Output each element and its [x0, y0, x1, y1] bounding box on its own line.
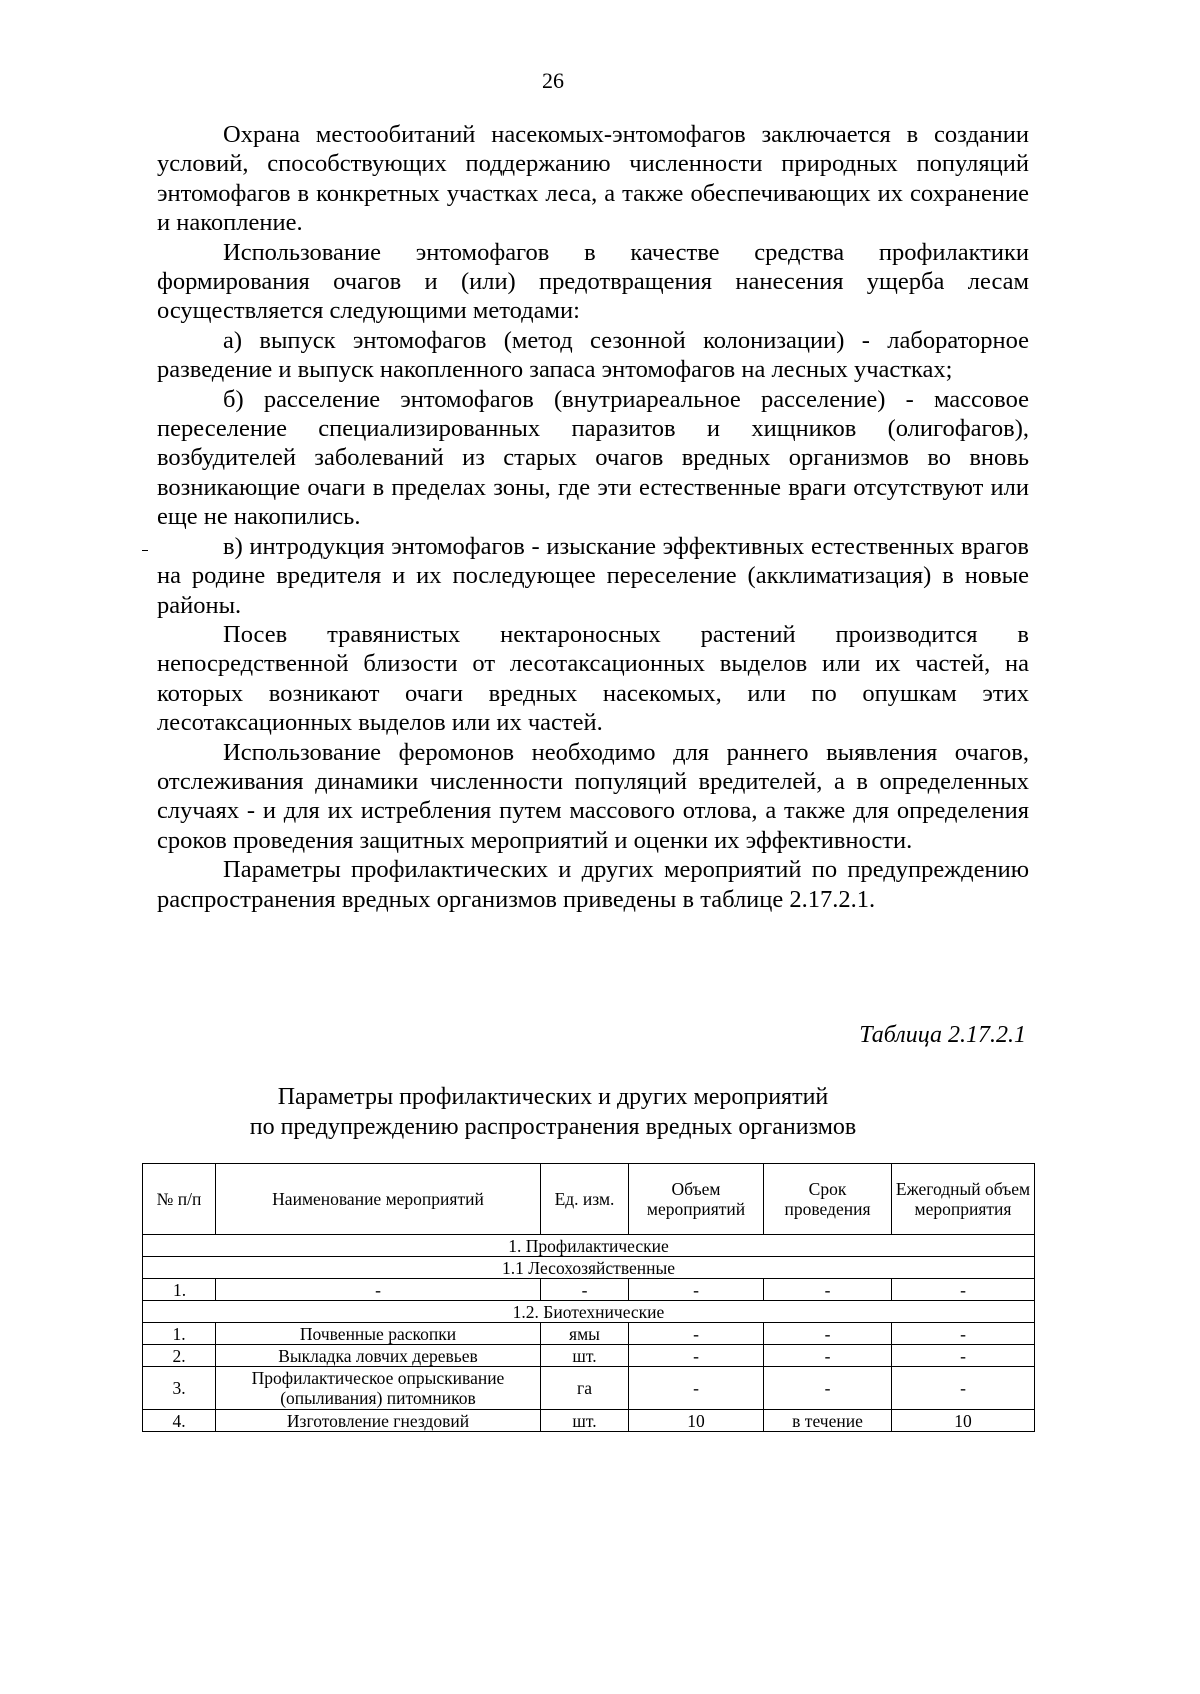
cell-num: 1. [143, 1323, 216, 1345]
paragraph-habitat-protection: Охрана местообитаний насекомых-энтомофагов заключается в создании условий, способствующих поддержанию численности природных популяций энтомофагов в конкретных участках леса, а также обеспечивающих их сохранение и накопление. [157, 121, 1029, 237]
margin-dash-mark [142, 550, 148, 551]
section-row-forestry [143, 1257, 1035, 1279]
paragraph-entomophage-use: Использование энтомофагов в качестве средства профилактики формирования очагов и (или) предотвращения нанесения ущерба лесам осуществляется следующими методами: [157, 238, 1029, 325]
cell-term: в течение [764, 1410, 892, 1432]
cell-volume: - [629, 1367, 764, 1410]
paragraph-nectar-plants: Посев травянистых нектароносных растений производится в непосредственной близости от лесотаксационных выделов или их частей, на которых возникают очаги вредных насекомых, или по опушкам этих лесотаксационных выделов или их частей. [157, 620, 1029, 737]
section-preventive: 1. Профилактические [143, 1235, 1035, 1257]
table-title-line-1: Параметры профилактических и других мероприятий [277, 1084, 829, 1110]
page-number: 26 [542, 68, 564, 93]
cell-num: 2. [143, 1345, 216, 1367]
cell-annual: - [892, 1323, 1035, 1345]
header-term: Срок проведения [764, 1164, 892, 1235]
section-row-preventive [143, 1235, 1035, 1257]
paragraph-method-b: б) расселение энтомофагов (внутриареальное расселение) - массовое переселение специализированных паразитов и хищников (олигофагов), возбудителей заболеваний из старых очагов вредных организмов во вновь возникающие очаги в пределах зоны, где эти естественные враги отсутствуют или еще не накопились. [157, 385, 1029, 531]
cell-num: 1. [143, 1279, 216, 1301]
section-biotech: 1.2. Биотехнические [143, 1301, 1035, 1323]
section-forestry: 1.1 Лесохозяйственные [143, 1257, 1035, 1279]
header-annual: Ежегодный объем мероприятия [892, 1164, 1035, 1235]
cell-unit: шт. [541, 1345, 629, 1367]
cell-annual: - [892, 1279, 1035, 1301]
cell-volume: - [629, 1345, 764, 1367]
cell-annual: 10 [892, 1410, 1035, 1432]
paragraph-method-a: а) выпуск энтомофагов (метод сезонной колонизации) - лабораторное разведение и выпуск накопленного запаса энтомофагов на лесных участках; [157, 326, 1029, 384]
header-num: № п/п [143, 1164, 216, 1235]
cell-annual: - [892, 1367, 1035, 1410]
cell-term: - [764, 1279, 892, 1301]
cell-name: Изготовление гнездовий [216, 1410, 541, 1432]
table-row [143, 1345, 1035, 1367]
section-row-biotech [143, 1301, 1035, 1323]
cell-unit: шт. [541, 1410, 629, 1432]
paragraph-method-c: в) интродукция энтомофагов - изыскание эффективных естественных врагов на родине вредителя и их последующее переселение (акклиматизация) в новые районы. [157, 532, 1029, 619]
table-row [143, 1323, 1035, 1345]
header-unit: Ед. изм. [541, 1164, 629, 1235]
cell-unit: - [541, 1279, 629, 1301]
cell-term: - [764, 1367, 892, 1410]
header-volume: Объем мероприятий [629, 1164, 764, 1235]
cell-unit: ямы [541, 1323, 629, 1345]
cell-num: 3. [143, 1367, 216, 1410]
cell-unit: га [541, 1367, 629, 1410]
table-row [143, 1367, 1035, 1410]
cell-name: - [216, 1279, 541, 1301]
cell-term: - [764, 1323, 892, 1345]
table-row [143, 1410, 1035, 1432]
cell-name: Профилактическое опрыскивание (опыливания) питомников [216, 1367, 541, 1410]
table-title [0, 1082, 1106, 1142]
cell-name: Почвенные раскопки [216, 1323, 541, 1345]
paragraph-pheromones: Использование феромонов необходимо для раннего выявления очагов, отслеживания динамики численности популяций вредителей, а в определенных случаях - и для их истребления путем массового отлова, а также для определения сроков проведения защитных мероприятий и оценки их эффективности. [157, 738, 1029, 854]
table-label: Таблица 2.17.2.1 [859, 1022, 1026, 1048]
header-name: Наименование мероприятий [216, 1164, 541, 1235]
table-row [143, 1279, 1035, 1301]
table-header-row [143, 1164, 1035, 1235]
cell-num: 4. [143, 1410, 216, 1432]
cell-volume: 10 [629, 1410, 764, 1432]
cell-volume: - [629, 1279, 764, 1301]
body-text [157, 120, 1029, 914]
cell-volume: - [629, 1323, 764, 1345]
cell-annual: - [892, 1345, 1035, 1367]
measures-table [142, 1163, 1035, 1432]
cell-name: Выкладка ловчих деревьев [216, 1345, 541, 1367]
cell-term: - [764, 1345, 892, 1367]
table-title-line-2: по предупреждению распространения вредных организмов [249, 1114, 857, 1140]
paragraph-parameters-reference: Параметры профилактических и других мероприятий по предупреждению распространения вредных организмов приведены в таблице 2.17.2.1. [157, 856, 1029, 913]
